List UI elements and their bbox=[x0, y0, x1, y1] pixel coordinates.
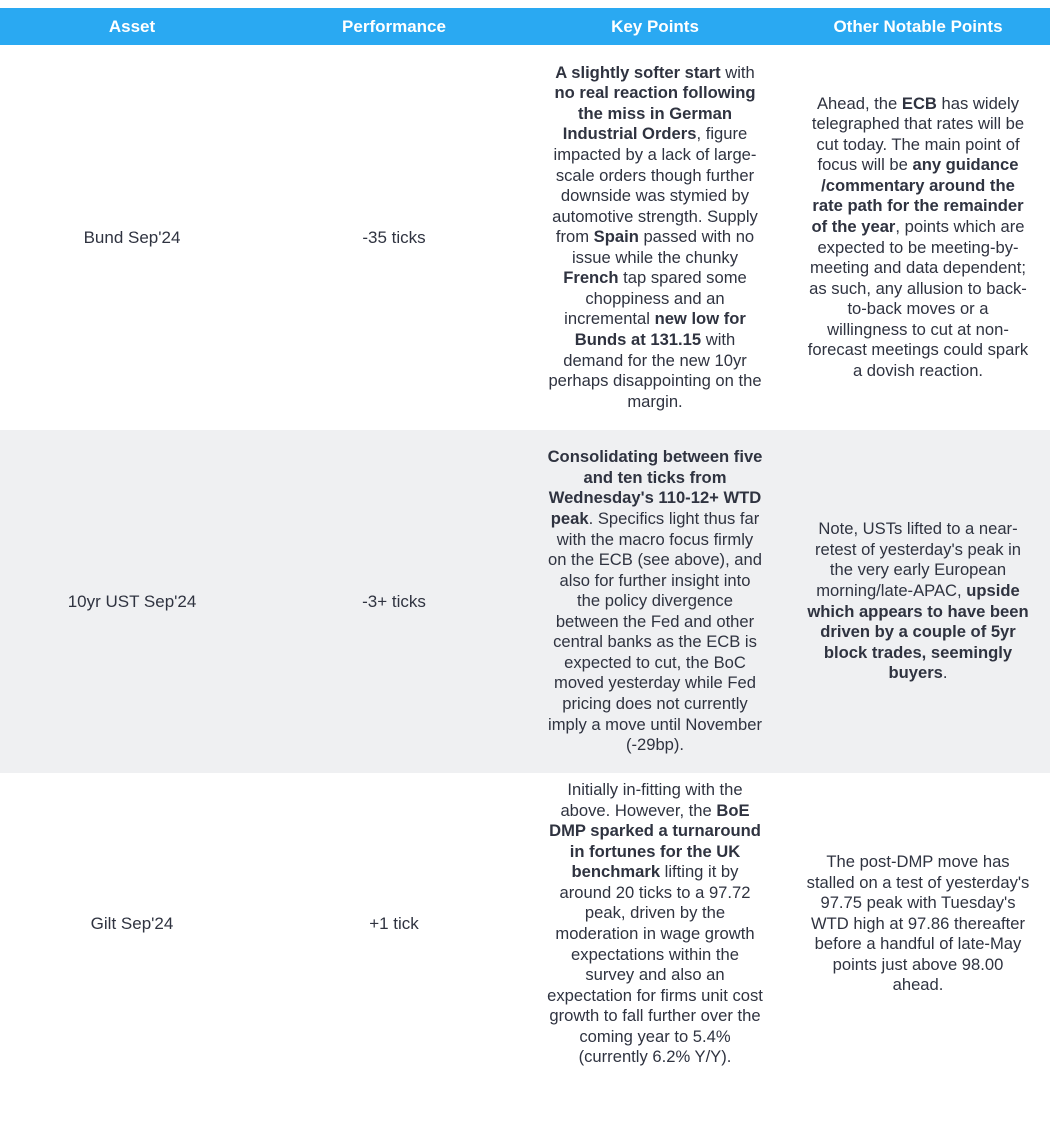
text-run: passed with no issue while the chunky bbox=[571, 227, 755, 267]
performance-cell: +1 tick bbox=[369, 914, 419, 933]
text-run: tap spared some choppiness and an incremental bbox=[564, 268, 747, 329]
bold-text-run: Consolidating between five and ten ticks from Wednesday's 110-12+ WTD peak bbox=[547, 447, 763, 529]
bold-text-run: no real reaction following the miss in German Industrial Orders bbox=[554, 83, 756, 144]
other-notable-points-cell bbox=[786, 94, 1050, 382]
market-summary-table bbox=[0, 8, 1050, 1075]
text-run: has widely telegraphed that rates will be cut today. The main point of focus will be bbox=[811, 93, 1025, 175]
bold-text-run: any guidance /commentary around the rate path for the remainder of the year bbox=[811, 155, 1024, 236]
header-performance: Performance bbox=[342, 16, 446, 36]
text-run: , figure impacted by a lack of large-scale orders though further downside was stymied by automotive strength. Supply from bbox=[552, 124, 758, 247]
text-run: Initially in-fitting with the above. However, the bbox=[560, 780, 743, 820]
text-run: lifting it by around 20 ticks to a 97.72 peak, driven by the moderation in wage growth expectations within the survey and also an expectation for firms unit cost growth to fall further over the coming year to 5.4% (currently 6.2% Y/Y). bbox=[547, 862, 763, 1067]
performance-cell: -3+ ticks bbox=[362, 591, 426, 611]
bold-text-run: French bbox=[563, 268, 619, 288]
bold-text-run: ECB bbox=[901, 93, 937, 113]
bold-text-run: Spain bbox=[593, 227, 639, 247]
text-run: . Specifics light thus far with the macro focus firmly on the ECB (see above), and also for further insight into the policy divergence between the Fed and other central banks as the ECB is expected to cut, the BoC moved yesterday while Fed pricing does not currently imply a move until November (-29bp). bbox=[547, 509, 762, 755]
asset-cell: 10yr UST Sep'24 bbox=[67, 591, 197, 611]
text-run: The post-DMP move has stalled on a test of yesterday's 97.75 peak with Tuesday's WTD high at 97.86 thereafter before a handful of late-May points just above 98.00 ahead. bbox=[806, 852, 1030, 995]
key-points-cell bbox=[524, 63, 786, 412]
bold-text-run: new low for Bunds at 131.15 bbox=[574, 309, 746, 349]
other-notable-points-cell bbox=[786, 852, 1050, 996]
bold-text-run: BoE DMP sparked a turnaround in fortunes for the UK benchmark bbox=[549, 800, 761, 882]
table-row bbox=[0, 773, 1050, 1075]
text-run: with bbox=[720, 62, 755, 82]
key-points-cell bbox=[524, 447, 786, 755]
bold-text-run: upside which appears to have been driven by a couple of 5yr block trades, seemingly buyers bbox=[807, 580, 1029, 683]
bold-text-run: A slightly softer start bbox=[555, 62, 721, 82]
header-other-notable-points: Other Notable Points bbox=[833, 16, 1003, 36]
text-run: , points which are expected to be meeting-by-meeting and data dependent; as such, any allusion to back-to-back moves or a willingness to cut at non-forecast meetings could spark a dovish reaction. bbox=[807, 216, 1029, 380]
table-row bbox=[0, 45, 1050, 430]
text-run: . bbox=[942, 663, 948, 683]
text-run: with demand for the new 10yr perhaps disappointing on the margin. bbox=[548, 329, 762, 411]
key-points-cell bbox=[524, 780, 786, 1068]
table-row bbox=[0, 430, 1050, 773]
asset-cell: Gilt Sep'24 bbox=[90, 914, 174, 933]
header-key-points: Key Points bbox=[611, 16, 699, 36]
text-run: Note, USTs lifted to a near-retest of yesterday's peak in the very early European morning/late-APAC, bbox=[814, 519, 1022, 600]
table-header bbox=[0, 8, 1050, 45]
header-asset: Asset bbox=[108, 16, 156, 36]
other-notable-points-cell bbox=[786, 519, 1050, 683]
asset-cell: Bund Sep'24 bbox=[83, 227, 181, 247]
performance-cell: -35 ticks bbox=[362, 227, 426, 247]
text-run: Ahead, the bbox=[816, 93, 902, 113]
